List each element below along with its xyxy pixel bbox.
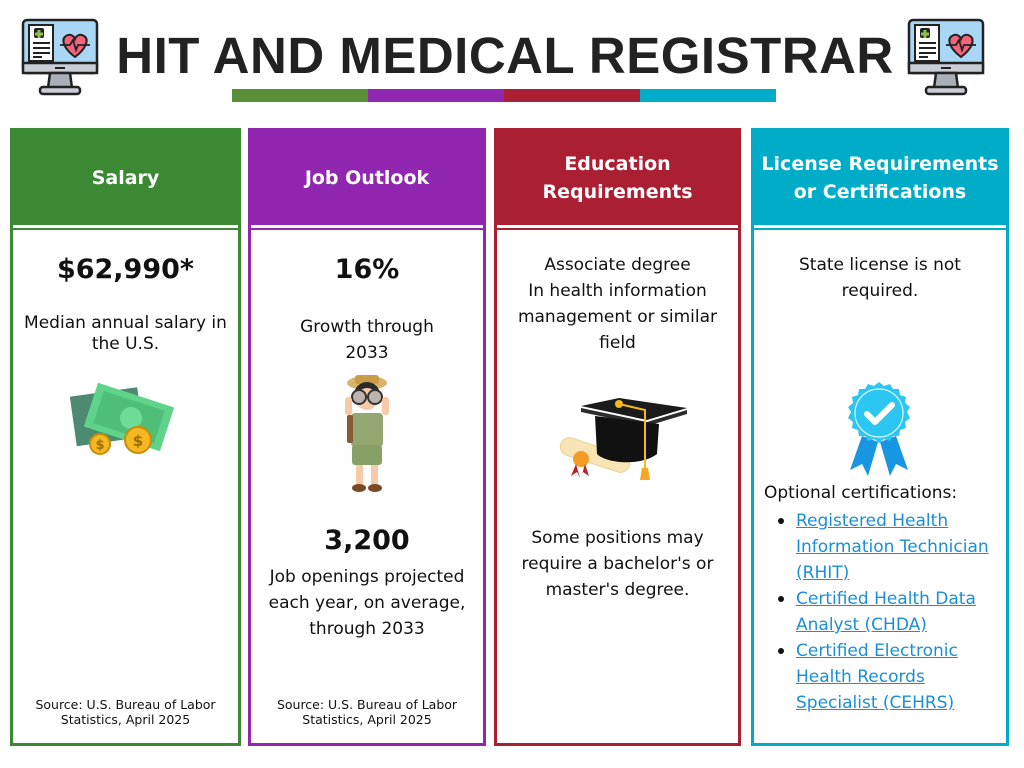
graduation-cap-diploma-icon [547, 396, 692, 486]
color-bar-purple [368, 89, 504, 102]
certification-item [774, 508, 1004, 586]
title-row [0, 0, 1024, 110]
color-bar-red [504, 89, 640, 102]
growth-value: 16% [334, 254, 400, 285]
salary-source: Source: U.S. Bureau of Labor Statistics, April 2025 [35, 697, 216, 727]
monitor-medical-record-heart-icon [906, 17, 986, 97]
license-header: License Requirements or Certifications [754, 131, 1006, 225]
outlook-source: Source: U.S. Bureau of Labor Statistics, April 2025 [276, 697, 458, 727]
money-bills-coins-icon [65, 380, 190, 465]
certification-item [774, 638, 1004, 716]
explorer-binoculars-icon [339, 373, 395, 499]
openings-value: 3,200 [324, 525, 410, 556]
page-title: HIT AND MEDICAL REGISTRAR [116, 27, 894, 84]
certification-link-cehrs[interactable]: Certified Electronic Health Records Specialist (CEHRS) [796, 641, 958, 713]
salary-description: Median annual salary in the U.S. [24, 313, 227, 354]
salary-value: $62,990* [56, 254, 195, 285]
color-bar-cyan [640, 89, 776, 102]
job-outlook-body [251, 228, 483, 743]
growth-label: Growth through 2033 [300, 317, 434, 363]
certification-link-rhit[interactable]: Registered Health Information Technician (RHIT) [796, 511, 989, 583]
openings-label: Job openings projected each year, on average, through 2033 [268, 567, 466, 639]
education-header: Education Requirements [497, 131, 738, 225]
verified-badge-icon [840, 380, 918, 480]
svg-text:$: $ [132, 432, 144, 450]
salary-panel [10, 128, 241, 746]
certifications-list [774, 508, 1004, 716]
certification-item [774, 586, 1004, 638]
salary-header: Salary [13, 131, 238, 225]
certification-link-chda[interactable]: Certified Health Data Analyst (CHDA) [796, 589, 976, 635]
svg-text:$: $ [95, 438, 105, 453]
color-accent-bar [232, 89, 776, 102]
education-note: Some positions may require a bachelor's or master's degree. [521, 528, 714, 600]
salary-body [13, 228, 238, 743]
education-requirement-field: In health information management or similar field [517, 281, 718, 353]
job-outlook-panel [248, 128, 486, 746]
education-body [497, 228, 738, 743]
monitor-medical-record-heart-icon [20, 17, 100, 97]
color-bar-green [232, 89, 368, 102]
license-panel [751, 128, 1009, 746]
license-statement: State license is not required. [799, 255, 961, 301]
job-outlook-header: Job Outlook [251, 131, 483, 225]
optional-certifications-label: Optional certifications: [764, 483, 958, 503]
education-requirement-degree: Associate degree [544, 255, 691, 275]
license-body [754, 228, 1006, 743]
education-panel [494, 128, 741, 746]
